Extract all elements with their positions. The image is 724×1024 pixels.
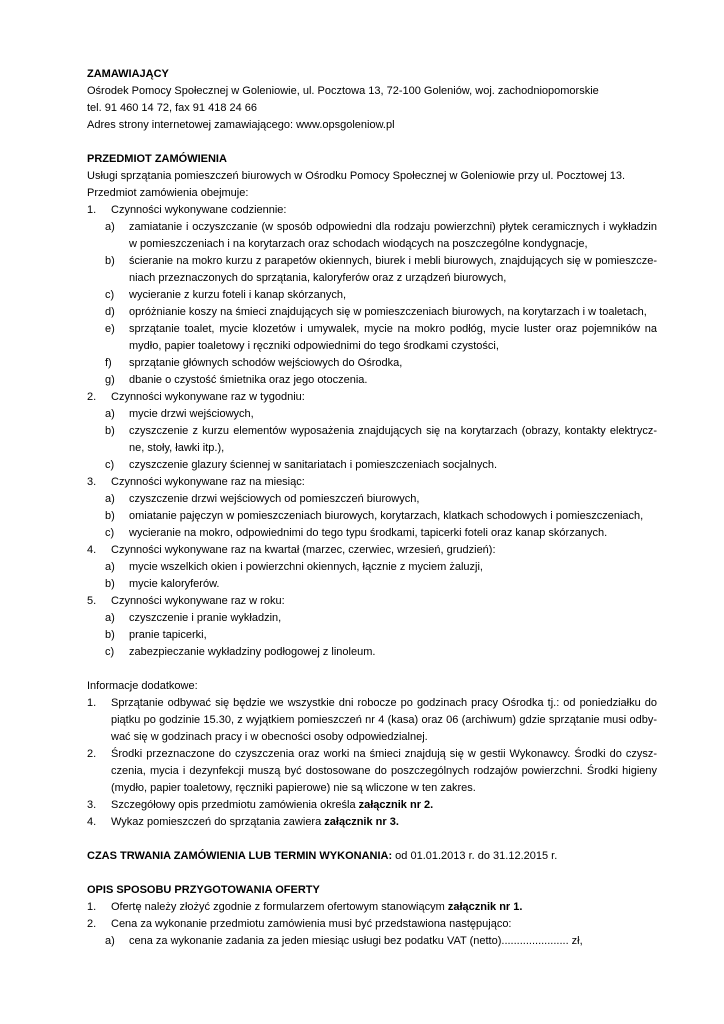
sub-list-letter: a)	[105, 561, 115, 573]
sub-list-text: omiatanie pajęczyn w pomieszczeniach biurowych, korytarzach, klatkach schodowych i pomieszczeniach,	[129, 510, 644, 522]
list-title: Czynności wykonywane raz na kwartał (marzec, czerwiec, wrzesień, grudzień):	[111, 544, 496, 556]
sub-list-text: mydło, papier toaletowy i ręczniki odpowiednimi do tego środkami czystości,	[129, 340, 499, 352]
sub-list-letter: d)	[105, 306, 115, 318]
sub-list-letter: a)	[105, 612, 115, 624]
sub-list-text: zabezpieczanie wykładziny podłogowej z linoleum.	[129, 646, 376, 658]
sub-list-letter: b)	[105, 510, 115, 522]
list-text: Ofertę należy złożyć zgodnie z formularzem ofertowym stanowiącym	[111, 901, 448, 913]
list-item	[87, 202, 657, 219]
list-item	[87, 746, 657, 797]
sub-list-item	[87, 372, 657, 389]
list-number: 2.	[87, 918, 97, 930]
section-heading-opis: OPIS SPOSOBU PRZYGOTOWANIA OFERTY	[87, 884, 320, 896]
sub-list-item	[87, 423, 657, 457]
sub-list-text: dbanie o czystość śmietnika oraz jego otoczenia.	[129, 374, 368, 386]
sub-list-text: mycie wszelkich okien i powierzchni okiennych, łącznie z myciem żaluzji,	[129, 561, 483, 573]
deadline-value: od 01.01.2013 r. do 31.12.2015 r.	[392, 850, 558, 862]
list-item	[87, 797, 657, 814]
sub-list-text: opróżnianie koszy na śmieci znajdujących się w pomieszczeniach biurowych, na korytarzach i w toaletach,	[129, 306, 647, 318]
sub-list-text: zamiatanie i oczyszczanie (w sposób odpowiedni dla rodzaju powierzchni) płytek ceramicznych i wykładzin	[129, 221, 657, 233]
list-title: Czynności wykonywane codziennie:	[111, 204, 287, 216]
sub-list-letter: g)	[105, 374, 115, 386]
sub-list-text: pranie tapicerki,	[129, 629, 207, 641]
sub-list-text: wycieranie z kurzu foteli i kanap skórzanych,	[129, 289, 347, 301]
list-text: (mydło, papier toaletowy, ręczniki papierowe) nie są wliczone w ten zakres.	[111, 782, 476, 794]
list-item	[87, 916, 657, 933]
section-heading-przedmiot: PRZEDMIOT ZAMÓWIENIA	[87, 153, 227, 165]
sub-list-item	[87, 219, 657, 253]
sub-list-text: sprzątanie głównych schodów wejściowych do Ośrodka,	[129, 357, 403, 369]
text-line: Adres strony internetowej zamawiającego: www.opsgoleniow.pl	[87, 119, 395, 131]
sub-list-letter: a)	[105, 935, 115, 947]
list-number: 3.	[87, 476, 97, 488]
list-item	[87, 814, 657, 831]
sub-list-text: w pomieszczeniach i na korytarzach oraz schodach wiodących na poszczególne kondygnacje,	[129, 238, 588, 250]
list-number: 2.	[87, 748, 97, 760]
sub-list-item	[87, 457, 657, 474]
text-line: Ośrodek Pomocy Społecznej w Goleniowie, ul. Pocztowa 13, 72-100 Goleniów, woj. zachodniopomorskie	[87, 85, 599, 97]
sub-list-letter: a)	[105, 408, 115, 420]
sub-list-item	[87, 508, 657, 525]
sub-list-letter: c)	[105, 459, 115, 471]
sub-list-text: czyszczenie i pranie wykładzin,	[129, 612, 282, 624]
sub-list-text: ścieranie na mokro kurzu z parapetów okiennych, biurek i mebli biurowych, znajdujących się w pomieszcze-	[129, 255, 657, 267]
deadline-line	[87, 848, 657, 865]
list-number: 5.	[87, 595, 97, 607]
sub-list-item	[87, 304, 657, 321]
list-number: 1.	[87, 901, 97, 913]
text-line: tel. 91 460 14 72, fax 91 418 24 66	[87, 102, 258, 114]
sub-list-text: niach przeznaczonych do sprzątania, kaloryferów oraz z urządzeń biurowych,	[129, 272, 507, 284]
attachment-reference: załącznik nr 2.	[358, 799, 434, 811]
sub-list-item	[87, 287, 657, 304]
list-text: Wykaz pomieszczeń do sprzątania zawiera	[111, 816, 325, 828]
sub-list-letter: b)	[105, 255, 115, 267]
list-number: 3.	[87, 799, 97, 811]
sub-list-letter: b)	[105, 629, 115, 641]
sub-list-item	[87, 933, 657, 950]
sub-list-letter: a)	[105, 221, 115, 233]
list-number: 4.	[87, 816, 97, 828]
sub-list-text: mycie kaloryferów.	[129, 578, 220, 590]
sub-list-letter: a)	[105, 493, 115, 505]
list-text: piątku po godzinie 15.30, z wyjątkiem pomieszczeń nr 4 (kasa) oraz 06 (archiwum) gdzie sprzątanie musi odby-	[111, 714, 657, 726]
sub-list-item	[87, 525, 657, 542]
sub-list-text: ne, stoły, ławki itp.),	[129, 442, 225, 454]
list-item	[87, 389, 657, 406]
sub-list-text: czyszczenie glazury ściennej w sanitariatach i pomieszczeniach socjalnych.	[129, 459, 498, 471]
list-text: Środki przeznaczone do czyszczenia oraz worki na śmieci znajdują się w gestii Wykonawcy. Środki do czysz-	[111, 748, 657, 760]
list-text: Sprzątanie odbywać się będzie we wszystkie dni robocze po godzinach pracy Ośrodka tj.: od poniedziałku do	[111, 697, 657, 709]
list-title: Czynności wykonywane raz na miesiąc:	[111, 476, 305, 488]
list-text: Szczegółowy opis przedmiotu zamówienia określa	[111, 799, 359, 811]
sub-list-letter: c)	[105, 527, 115, 539]
list-item	[87, 474, 657, 491]
section-heading-zamawiajacy: ZAMAWIAJĄCY	[87, 68, 169, 80]
document-page	[87, 66, 657, 950]
sub-list-item	[87, 644, 657, 661]
list-number: 1.	[87, 697, 97, 709]
list-item	[87, 899, 657, 916]
section-heading-czas: CZAS TRWANIA ZAMÓWIENIA LUB TERMIN WYKONANIA:	[87, 850, 393, 862]
list-text: Cena za wykonanie przedmiotu zamówienia musi być przedstawiona następująco:	[111, 918, 512, 930]
text-line: Przedmiot zamówienia obejmuje:	[87, 187, 249, 199]
list-number: 1.	[87, 204, 97, 216]
list-title: Czynności wykonywane raz w tygodniu:	[111, 391, 305, 403]
list-item	[87, 695, 657, 746]
sub-list-item	[87, 321, 657, 355]
list-item	[87, 542, 657, 559]
list-item	[87, 593, 657, 610]
sub-list-item	[87, 559, 657, 576]
sub-list-item	[87, 406, 657, 423]
sub-list-text: wycieranie na mokro, odpowiednimi do tego typu środkami, tapicerki foteli oraz kanap skórzanych.	[129, 527, 608, 539]
list-text: wać się w godzinach pracy i w obecności osoby odpowiedzialnej.	[111, 731, 428, 743]
sub-list-item	[87, 610, 657, 627]
sub-list-letter: b)	[105, 425, 115, 437]
sub-list-text: czyszczenie z kurzu elementów wyposażenia znajdujących się na korytarzach (obrazy, kontakty elektrycz-	[129, 425, 657, 437]
sub-list-letter: b)	[105, 578, 115, 590]
sub-list-text: sprzątanie toalet, mycie klozetów i umywalek, mycie na mokro podłóg, mycie luster oraz pojemników na	[129, 323, 657, 335]
sub-list-letter: f)	[105, 357, 112, 369]
sub-list-letter: c)	[105, 289, 115, 301]
list-text: czenia, mycia i dezynfekcji muszą być dostosowane do poszczególnych rodzajów powierzchni. Środki higieny	[111, 765, 657, 777]
section-heading-informacje: Informacje dodatkowe:	[87, 680, 198, 692]
list-number: 4.	[87, 544, 97, 556]
sub-list-item	[87, 355, 657, 372]
sub-list-item	[87, 253, 657, 287]
text-line: Usługi sprzątania pomieszczeń biurowych w Ośrodku Pomocy Społecznej w Goleniowie przy ul. Pocztowej 13.	[87, 170, 626, 182]
sub-list-letter: c)	[105, 646, 115, 658]
list-title: Czynności wykonywane raz w roku:	[111, 595, 285, 607]
sub-list-text: cena za wykonanie zadania za jeden miesiąc usługi bez podatku VAT (netto)...................... zł,	[129, 935, 583, 947]
sub-list-letter: e)	[105, 323, 115, 335]
sub-list-text: mycie drzwi wejściowych,	[129, 408, 254, 420]
sub-list-text: czyszczenie drzwi wejściowych od pomieszczeń biurowych,	[129, 493, 420, 505]
attachment-reference: załącznik nr 1.	[447, 901, 523, 913]
sub-list-item	[87, 491, 657, 508]
sub-list-item	[87, 627, 657, 644]
sub-list-item	[87, 576, 657, 593]
list-number: 2.	[87, 391, 97, 403]
attachment-reference: załącznik nr 3.	[324, 816, 399, 828]
